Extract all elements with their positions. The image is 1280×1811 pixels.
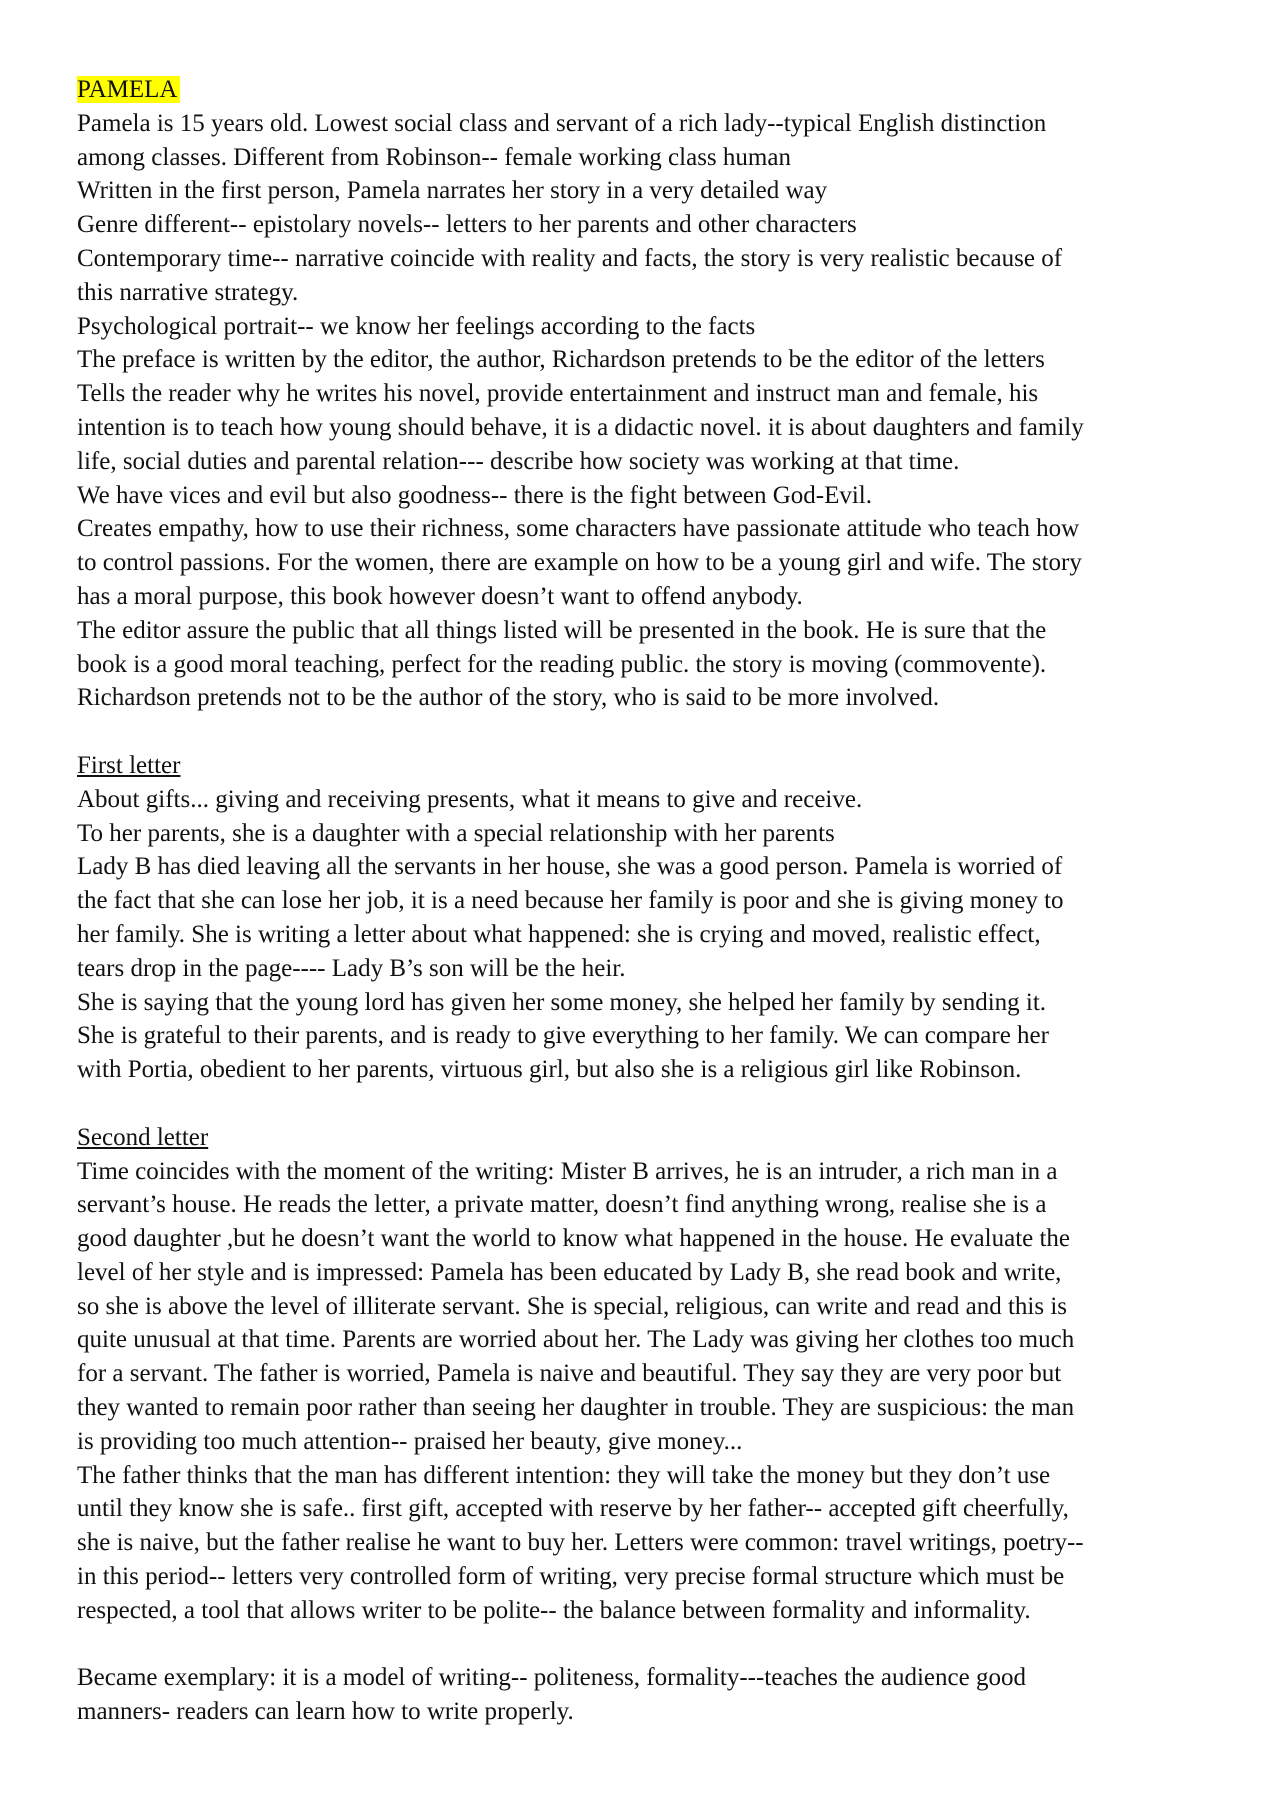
first-letter-section xyxy=(77,749,1220,1087)
intro-line: Tells the reader why he writes his novel, provide entertainment and instruct man and female, his xyxy=(77,380,1039,408)
second-letter-line: for a servant. The father is worried, Pamela is naive and beautiful. They say they are very poor but xyxy=(77,1360,1062,1388)
paragraph-spacer xyxy=(77,1087,1220,1121)
first-letter-line: Lady B has died leaving all the servants in her house, she was a good person. Pamela is worried of xyxy=(77,853,1063,881)
intro-line: to control passions. For the women, there are example on how to be a young girl and wife. The story xyxy=(77,549,1082,577)
intro-line: Richardson pretends not to be the author of the story, who is said to be more involved. xyxy=(77,684,940,712)
intro-line: among classes. Different from Robinson-- female working class human xyxy=(77,143,791,171)
second-letter-line: servant’s house. He reads the letter, a private matter, doesn’t find anything wrong, realise she is a xyxy=(77,1191,1047,1219)
second-letter-line: good daughter ,but he doesn’t want the world to know what happened in the house. He evaluate the xyxy=(77,1225,1071,1253)
second-letter-line: so she is above the level of illiterate servant. She is special, religious, can write and read and this is xyxy=(77,1292,1067,1320)
intro-line: book is a good moral teaching, perfect for the reading public. the story is moving (commovente). xyxy=(77,650,1047,678)
first-letter-line: She is grateful to their parents, and is ready to give everything to her family. We can compare her xyxy=(77,1022,1049,1050)
intro-line: this narrative strategy. xyxy=(77,278,299,306)
second-letter-heading-line xyxy=(77,1121,1220,1155)
intro-line: Written in the first person, Pamela narrates her story in a very detailed way xyxy=(77,177,828,205)
intro-line: Psychological portrait-- we know her feelings according to the facts xyxy=(77,312,756,340)
intro-line: Contemporary time-- narrative coincide with reality and facts, the story is very realistic because of xyxy=(77,244,1063,272)
second-letter-line: level of her style and is impressed: Pamela has been educated by Lady B, she read book and write, xyxy=(77,1258,1062,1286)
second-letter-line: is providing too much attention-- praised her beauty, give money... xyxy=(77,1427,743,1455)
title-line xyxy=(77,73,1220,107)
second-letter-line: in this period-- letters very controlled form of writing, very precise formal structure which must be xyxy=(77,1563,1065,1591)
second-letter-line: respected, a tool that allows writer to be polite-- the balance between formality and informality. xyxy=(77,1596,1031,1624)
first-letter-line: About gifts... giving and receiving presents, what it means to give and receive. xyxy=(77,785,863,813)
document-title: PAMELA xyxy=(77,76,178,103)
first-letter-heading: First letter xyxy=(77,751,181,779)
first-letter-line: her family. She is writing a letter about what happened: she is crying and moved, realistic effect, xyxy=(77,920,1041,948)
second-letter-line: Time coincides with the moment of the writing: Mister B arrives, he is an intruder, a rich man in a xyxy=(77,1157,1058,1185)
intro-line: has a moral purpose, this book however doesn’t want to offend anybody. xyxy=(77,582,803,610)
first-letter-line: tears drop in the page---- Lady B’s son will be the heir. xyxy=(77,954,626,982)
intro-line: intention is to teach how young should behave, it is a didactic novel. it is about daughters and family xyxy=(77,413,1084,441)
second-letter-line: they wanted to remain poor rather than seeing her daughter in trouble. They are suspicious: the man xyxy=(77,1394,1075,1422)
first-letter-line: with Portia, obedient to her parents, virtuous girl, but also she is a religious girl like Robinson. xyxy=(77,1056,1022,1084)
second-letter-heading: Second letter xyxy=(77,1123,209,1151)
intro-line: The preface is written by the editor, the author, Richardson pretends to be the editor of the letters xyxy=(77,346,1045,374)
intro-line: Creates empathy, how to use their richness, some characters have passionate attitude who teach how xyxy=(77,515,1080,543)
closing-section xyxy=(77,1661,1220,1729)
intro-line: The editor assure the public that all things listed will be presented in the book. He is sure that the xyxy=(77,616,1047,644)
first-letter-line: She is saying that the young lord has given her some money, she helped her family by sending it. xyxy=(77,988,1047,1016)
second-letter-line: she is naive, but the father realise he want to buy her. Letters were common: travel writings, poetry-- xyxy=(77,1529,1084,1557)
paragraph-spacer xyxy=(77,1628,1220,1662)
second-letter-line: quite unusual at that time. Parents are worried about her. The Lady was giving her clothes too much xyxy=(77,1326,1075,1354)
intro-line: We have vices and evil but also goodness-- there is the fight between God-Evil. xyxy=(77,481,872,509)
intro-line: life, social duties and parental relation--- describe how society was working at that time. xyxy=(77,447,960,475)
first-letter-line: To her parents, she is a daughter with a special relationship with her parents xyxy=(77,819,835,847)
intro-line: Genre different-- epistolary novels-- letters to her parents and other characters xyxy=(77,211,857,239)
second-letter-line: The father thinks that the man has different intention: they will take the money but they don’t use xyxy=(77,1461,1051,1489)
closing-line: manners- readers can learn how to write properly. xyxy=(77,1698,574,1726)
first-letter-line: the fact that she can lose her job, it is a need because her family is poor and she is giving money to xyxy=(77,887,1064,915)
closing-line: Became exemplary: it is a model of writing-- politeness, formality---teaches the audience good xyxy=(77,1664,1026,1692)
paragraph-spacer xyxy=(77,715,1220,749)
first-letter-heading-line xyxy=(77,749,1220,783)
second-letter-section xyxy=(77,1121,1220,1628)
intro-section xyxy=(77,107,1220,715)
second-letter-line: until they know she is safe.. first gift, accepted with reserve by her father-- accepted gift cheerfully, xyxy=(77,1495,1069,1523)
intro-line: Pamela is 15 years old. Lowest social class and servant of a rich lady--typical English distinction xyxy=(77,109,1047,137)
